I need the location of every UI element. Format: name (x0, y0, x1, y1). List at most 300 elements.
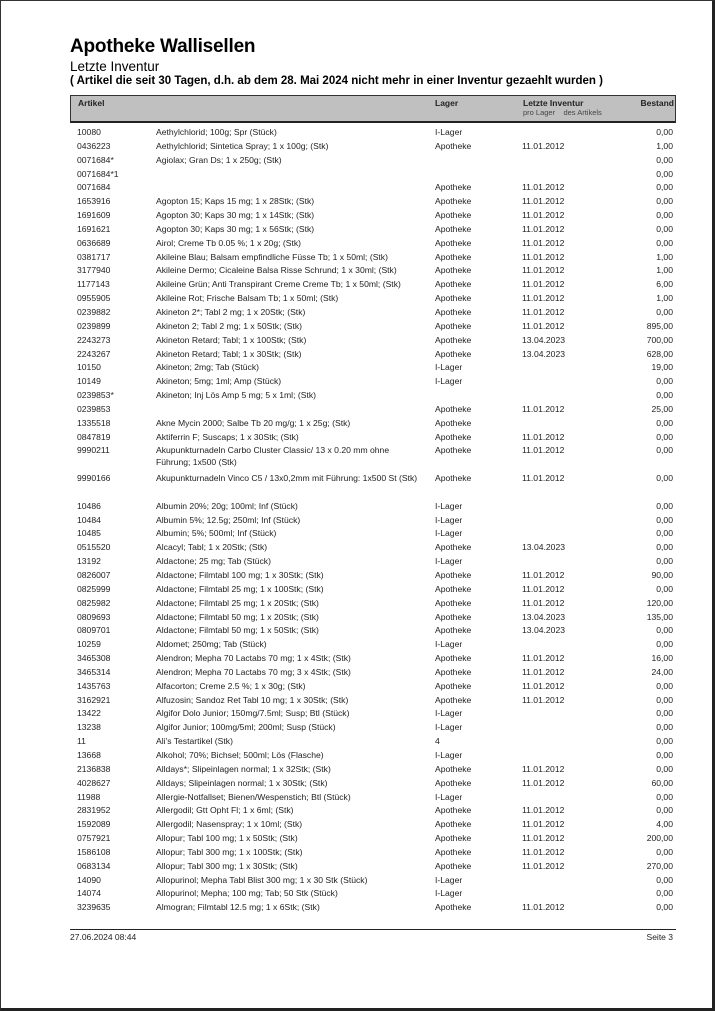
article-code: 3239635 (77, 902, 111, 913)
table-row (77, 555, 677, 569)
article-name: Agiolax; Gran Ds; 1 x 250g; (Stk) (156, 154, 282, 165)
stock-quantity: 0,00 (656, 805, 673, 816)
article-code: 1335518 (77, 417, 111, 428)
stock-quantity: 0,00 (656, 306, 673, 317)
article-name: Allopurinol; Mepha Tabl Blist 300 mg; 1 x 30 Stk (Stück) (156, 874, 368, 885)
table-row (77, 154, 677, 168)
article-code: 11988 (77, 791, 101, 802)
article-code: 0826007 (77, 570, 111, 580)
storage-location: Apotheke (435, 334, 472, 345)
storage-location: Apotheke (435, 763, 472, 774)
last-inventory-date: 11.01.2012 (522, 846, 565, 857)
article-code: 10149 (77, 376, 101, 387)
article-name: Alfuzosin; Sandoz Ret Tabl 10 mg; 1 x 30Stk; (Stk) (156, 694, 349, 705)
stock-quantity: 0,00 (656, 542, 673, 553)
report-title: Apotheke Wallisellen (70, 36, 256, 57)
stock-quantity: 0,00 (656, 514, 673, 525)
article-name: Almogran; Filmtabl 12.5 mg; 1 x 6Stk; (Stk) (156, 902, 320, 913)
article-name: Alfacorton; Creme 2.5 %; 1 x 30g; (Stk) (156, 680, 306, 691)
article-code: 3465308 (77, 653, 111, 664)
last-inventory-date: 11.01.2012 (522, 403, 565, 414)
table-row (77, 791, 677, 805)
article-name: Akileine Blau; Balsam empfindliche Füsse Tb; 1 x 50ml; (Stk) (156, 251, 388, 262)
article-name: Akne Mycin 2000; Salbe Tb 20 mg/g; 1 x 25g; (Stk) (156, 417, 351, 428)
last-inventory-date: 11.01.2012 (522, 306, 565, 317)
last-inventory-date: 11.01.2012 (522, 653, 565, 664)
article-code: 1691609 (77, 210, 111, 221)
article-code: 0757921 (77, 833, 111, 844)
last-inventory-date: 11.01.2012 (522, 445, 565, 456)
article-code: 10080 (77, 127, 101, 137)
last-inventory-date: 11.01.2012 (522, 431, 565, 442)
article-name: Aldactone; Filmtabl 25 mg; 1 x 20Stk; (Stk) (156, 597, 319, 608)
stock-quantity: 0,00 (656, 791, 673, 802)
article-name: Algifor Junior; 100mg/5ml; 200ml; Susp (Stück) (156, 722, 336, 733)
stock-quantity: 0,00 (656, 736, 673, 747)
storage-location: Apotheke (435, 445, 472, 456)
article-code: 0239853* (77, 390, 114, 401)
article-code: 0515520 (77, 542, 111, 553)
table-row (77, 818, 677, 832)
last-inventory-date: 11.01.2012 (522, 223, 565, 234)
column-header-bestand: Bestand (640, 98, 674, 108)
article-name: Aethylchlorid; 100g; Spr (Stück) (156, 127, 277, 137)
table-row (77, 140, 677, 154)
stock-quantity: 0,00 (656, 556, 673, 567)
article-code: 0847819 (77, 431, 111, 442)
stock-quantity: 0,00 (656, 445, 673, 456)
article-code: 1653916 (77, 196, 111, 207)
stock-quantity: 200,00 (646, 833, 673, 844)
storage-location: Apotheke (435, 140, 472, 151)
last-inventory-date: 11.01.2012 (522, 583, 565, 594)
table-row (77, 389, 677, 403)
column-header-lager: Lager (435, 98, 459, 108)
article-name: Alcacyl; Tabl; 1 x 20Stk; (Stk) (156, 542, 268, 553)
table-row (77, 749, 677, 763)
article-code: 1691621 (77, 223, 111, 234)
article-name: Aldomet; 250mg; Tab (Stück) (156, 639, 267, 650)
article-name: Akupunkturnadeln Vinco C5 / 13x0,2mm mit Führung: 1x500 St (Stk) (156, 473, 418, 484)
storage-location: Apotheke (435, 182, 472, 193)
storage-location: I-Lager (435, 722, 463, 733)
last-inventory-date: 11.01.2012 (522, 320, 565, 331)
print-timestamp: 27.06.2024 08:44 (70, 932, 137, 942)
stock-quantity: 0,00 (656, 763, 673, 774)
article-code: 0239899 (77, 320, 111, 331)
stock-quantity: 0,00 (656, 528, 673, 539)
table-row (77, 846, 677, 860)
stock-quantity: 0,00 (656, 500, 673, 511)
table-row (77, 583, 677, 597)
table-row (77, 292, 677, 306)
storage-location: Apotheke (435, 251, 472, 262)
last-inventory-date: 11.01.2012 (522, 210, 565, 221)
article-name: Aktiferrin F; Suscaps; 1 x 30Stk; (Stk) (156, 431, 299, 442)
last-inventory-date: 11.01.2012 (522, 694, 565, 705)
article-name: Allergodil; Nasenspray; 1 x 10ml; (Stk) (156, 819, 303, 830)
article-name: Aldactone; Filmtabl 25 mg; 1 x 100Stk; (Stk) (156, 583, 324, 594)
article-name: Airol; Creme Tb 0.05 %; 1 x 20g; (Stk) (156, 237, 302, 248)
article-code: 0955905 (77, 293, 111, 304)
stock-quantity: 135,00 (646, 611, 673, 622)
stock-quantity: 60,00 (651, 777, 673, 788)
last-inventory-date: 13.04.2023 (522, 334, 566, 345)
last-inventory-date: 11.01.2012 (522, 597, 565, 608)
last-inventory-date: 11.01.2012 (522, 570, 565, 580)
storage-location: I-Lager (435, 528, 463, 539)
storage-location: Apotheke (435, 653, 472, 664)
table-row (77, 444, 677, 472)
table-row (77, 735, 677, 749)
storage-location: I-Lager (435, 888, 463, 899)
storage-location: Apotheke (435, 833, 472, 844)
article-code: 10150 (77, 362, 101, 373)
article-name: Albumin 5%; 12.5g; 250ml; Inf (Stück) (156, 514, 301, 525)
storage-location: Apotheke (435, 819, 472, 830)
article-name: Allergie-Notfallset; Bienen/Wespenstich; Btl (Stück) (156, 791, 351, 802)
table-header (70, 95, 676, 123)
last-inventory-date: 11.01.2012 (522, 251, 565, 262)
last-inventory-date: 11.01.2012 (522, 777, 565, 788)
article-name: Aldactone; 25 mg; Tab (Stück) (156, 556, 271, 567)
storage-location: Apotheke (435, 320, 472, 331)
stock-quantity: 0,00 (656, 583, 673, 594)
table-row (77, 874, 677, 888)
stock-quantity: 0,00 (656, 182, 673, 193)
storage-location: Apotheke (435, 570, 472, 580)
page-number: Seite 3 (646, 932, 673, 942)
article-name: Albumin; 5%; 500ml; Inf (Stück) (156, 528, 277, 539)
stock-quantity: 0,00 (656, 473, 673, 484)
last-inventory-date: 13.04.2023 (522, 611, 566, 622)
article-name: Alldays; Slipeinlagen normal; 1 x 30Stk; (Stk) (156, 777, 328, 788)
table-row (77, 569, 677, 583)
stock-quantity: 0,00 (656, 625, 673, 636)
storage-location: I-Lager (435, 639, 463, 650)
article-code: 0809693 (77, 611, 111, 622)
storage-location: Apotheke (435, 293, 472, 304)
storage-location: I-Lager (435, 874, 463, 885)
article-code: 1435763 (77, 680, 111, 691)
stock-quantity: 120,00 (646, 597, 673, 608)
table-row (77, 375, 677, 389)
article-code: 2831952 (77, 805, 111, 816)
table-row (77, 209, 677, 223)
article-name: Aldactone; Filmtabl 50 mg; 1 x 20Stk; (Stk) (156, 611, 319, 622)
article-code: 3177940 (77, 265, 111, 276)
stock-quantity: 0,00 (656, 210, 673, 221)
storage-location: Apotheke (435, 611, 472, 622)
stock-quantity: 0,00 (656, 874, 673, 885)
storage-location: I-Lager (435, 708, 463, 719)
article-name: Algifor Dolo Junior; 150mg/7.5ml; Susp; Btl (Stück) (156, 708, 350, 719)
article-code: 0683134 (77, 860, 111, 871)
stock-quantity: 24,00 (651, 666, 673, 677)
article-name: Akineton 2; Tabl 2 mg; 1 x 50Stk; (Stk) (156, 320, 303, 331)
table-row (77, 611, 677, 625)
article-code: 2136838 (77, 763, 111, 774)
article-name: Agopton 15; Kaps 15 mg; 1 x 28Stk; (Stk) (156, 196, 315, 207)
report-subtitle: Letzte Inventur (70, 59, 160, 74)
article-code: 0825982 (77, 597, 111, 608)
last-inventory-date: 11.01.2012 (522, 860, 565, 871)
last-inventory-date: 11.01.2012 (522, 805, 565, 816)
table-row (77, 361, 677, 375)
article-name: Akileine Dermo; Cicaleine Balsa Risse Schrund; 1 x 30ml; (Stk) (156, 265, 397, 276)
stock-quantity: 895,00 (646, 320, 673, 331)
last-inventory-date: 11.01.2012 (522, 279, 565, 290)
article-code: 1177143 (77, 279, 110, 290)
article-code: 14090 (77, 874, 101, 885)
article-code: 11 (77, 736, 86, 747)
column-header-artikel: Artikel (78, 98, 105, 108)
article-code: 13422 (77, 708, 101, 719)
last-inventory-date: 11.01.2012 (522, 140, 565, 151)
last-inventory-date: 11.01.2012 (522, 237, 565, 248)
table-row (77, 541, 677, 555)
article-code: 3465314 (77, 666, 111, 677)
stock-quantity: 0,00 (656, 196, 673, 207)
last-inventory-date: 13.04.2023 (522, 348, 566, 359)
stock-quantity: 0,00 (656, 680, 673, 691)
storage-location: Apotheke (435, 583, 472, 594)
table-row (77, 306, 677, 320)
storage-location: Apotheke (435, 542, 472, 553)
article-name: Allopur; Tabl 300 mg; 1 x 100Stk; (Stk) (156, 846, 303, 857)
article-name: Alldays*; Slipeinlagen normal; 1 x 32Stk; (Stk) (156, 763, 331, 774)
table-row (77, 777, 677, 791)
article-code: 1586108 (77, 846, 111, 857)
table-row (77, 181, 677, 195)
stock-quantity: 0,00 (656, 223, 673, 234)
table-row (77, 348, 677, 362)
article-name: Alkohol; 70%; Bichsel; 500ml; Lös (Flasche) (156, 749, 324, 760)
storage-location: Apotheke (435, 279, 472, 290)
last-inventory-date: 11.01.2012 (522, 763, 565, 774)
stock-quantity: 16,00 (651, 653, 673, 664)
article-name: Akineton Retard; Tabl; 1 x 30Stk; (Stk) (156, 348, 302, 359)
storage-location: I-Lager (435, 362, 463, 373)
last-inventory-date: 13.04.2023 (522, 625, 566, 636)
storage-location: Apotheke (435, 680, 472, 691)
stock-quantity: 0,00 (656, 846, 673, 857)
table-body (77, 126, 677, 915)
article-code: 0436223 (77, 140, 111, 151)
stock-quantity: 1,00 (656, 140, 673, 151)
article-name: Akileine Rot; Frische Balsam Tb; 1 x 50ml; (Stk) (156, 293, 339, 304)
stock-quantity: 0,00 (656, 722, 673, 733)
table-row (77, 223, 677, 237)
storage-location: Apotheke (435, 846, 472, 857)
stock-quantity: 25,00 (651, 403, 673, 414)
article-code: 3162921 (77, 694, 111, 705)
last-inventory-date: 11.01.2012 (522, 182, 565, 193)
table-row (77, 638, 677, 652)
stock-quantity: 0,00 (656, 749, 673, 760)
last-inventory-date: 11.01.2012 (522, 666, 565, 677)
table-row (77, 652, 677, 666)
article-name: Agopton 30; Kaps 30 mg; 1 x 14Stk; (Stk) (156, 210, 315, 221)
storage-location: I-Lager (435, 791, 463, 802)
article-name: Alendron; Mepha 70 Lactabs 70 mg; 3 x 4Stk; (Stk) (156, 666, 351, 677)
table-row (77, 527, 677, 541)
table-row (77, 472, 677, 500)
table-row (77, 251, 677, 265)
table-row (77, 417, 677, 431)
stock-quantity: 628,00 (646, 348, 673, 359)
table-row (77, 666, 677, 680)
article-code: 0809701 (77, 625, 111, 636)
table-row (77, 832, 677, 846)
stock-quantity: 0,00 (656, 154, 673, 165)
stock-quantity: 90,00 (651, 570, 673, 580)
storage-location: Apotheke (435, 348, 472, 359)
table-row (77, 237, 677, 251)
table-row (77, 500, 677, 514)
article-code: 9990211 (77, 445, 110, 456)
table-row (77, 707, 677, 721)
article-name: Akineton; 5mg; 1ml; Amp (Stück) (156, 376, 282, 387)
article-name: Allopur; Tabl 300 mg; 1 x 30Stk; (Stk) (156, 860, 298, 871)
article-name: Akineton Retard; Tabl; 1 x 100Stk; (Stk) (156, 334, 307, 345)
article-name: Ali's Testartikel (Stk) (156, 736, 233, 747)
report-note: ( Artikel die seit 30 Tagen, d.h. ab dem 28. Mai 2024 nicht mehr in einer Inventur gezaehlt wurden ) (70, 75, 603, 87)
stock-quantity: 0,00 (656, 390, 673, 401)
storage-location: Apotheke (435, 666, 472, 677)
storage-location: Apotheke (435, 306, 472, 317)
storage-location: Apotheke (435, 223, 472, 234)
storage-location: Apotheke (435, 902, 472, 913)
article-name: Albumin 20%; 20g; 100ml; Inf (Stück) (156, 500, 298, 511)
table-row (77, 901, 677, 915)
table-row (77, 334, 677, 348)
article-code: 0825999 (77, 583, 111, 594)
article-code: 10486 (77, 500, 101, 511)
article-code: 13668 (77, 749, 101, 760)
table-row (77, 887, 677, 901)
article-code: 4028627 (77, 777, 111, 788)
last-inventory-date: 11.01.2012 (522, 293, 565, 304)
stock-quantity: 1,00 (656, 293, 673, 304)
article-code: 10484 (77, 514, 101, 525)
stock-quantity: 0,00 (656, 694, 673, 705)
article-code: 0239882 (77, 306, 111, 317)
last-inventory-date: 11.01.2012 (522, 680, 565, 691)
article-code: 0071684* (77, 154, 114, 165)
table-row (77, 403, 677, 417)
stock-quantity: 19,00 (651, 362, 673, 373)
table-row (77, 860, 677, 874)
last-inventory-date: 11.01.2012 (522, 473, 565, 484)
article-name: Akineton; Inj Lös Amp 5 mg; 5 x 1ml; (Stk) (156, 390, 317, 401)
storage-location: 4 (435, 736, 440, 747)
stock-quantity: 0,00 (656, 902, 673, 913)
article-name: Aethylchlorid; Sintetica Spray; 1 x 100g; (Stk) (156, 140, 329, 151)
article-code: 14074 (77, 888, 101, 899)
article-code: 9990166 (77, 473, 111, 484)
table-row (77, 721, 677, 735)
storage-location: Apotheke (435, 860, 472, 871)
storage-location: Apotheke (435, 597, 472, 608)
table-row (77, 320, 677, 334)
article-name: Agopton 30; Kaps 30 mg; 1 x 56Stk; (Stk) (156, 223, 315, 234)
storage-location: Apotheke (435, 237, 472, 248)
table-row (77, 514, 677, 528)
table-row (77, 694, 677, 708)
storage-location: Apotheke (435, 694, 472, 705)
article-code: 0239853 (77, 403, 111, 414)
stock-quantity: 700,00 (646, 334, 673, 345)
stock-quantity: 1,00 (656, 265, 673, 276)
article-name: Aldactone; Filmtabl 100 mg; 1 x 30Stk; (Stk) (156, 570, 324, 580)
table-row (77, 763, 677, 777)
article-code: 0381717 (77, 251, 111, 262)
storage-location: I-Lager (435, 556, 463, 567)
storage-location: I-Lager (435, 514, 463, 525)
storage-location: Apotheke (435, 417, 472, 428)
storage-location: Apotheke (435, 403, 472, 414)
storage-location: Apotheke (435, 265, 472, 276)
article-code: 13238 (77, 722, 101, 733)
article-code: 10259 (77, 639, 101, 650)
table-row (77, 126, 677, 140)
table-row (77, 804, 677, 818)
last-inventory-date: 11.01.2012 (522, 265, 565, 276)
stock-quantity: 270,00 (646, 860, 673, 871)
article-name: Akileine Grün; Anti Transpirant Creme Creme Tb; 1 x 50ml; (Stk) (156, 279, 401, 290)
article-name: Alendron; Mepha 70 Lactabs 70 mg; 1 x 4Stk; (Stk) (156, 653, 351, 664)
article-name: Akineton; 2mg; Tab (Stück) (156, 362, 260, 373)
footer-divider (70, 929, 676, 930)
last-inventory-date: 11.01.2012 (522, 196, 565, 207)
stock-quantity: 6,00 (656, 279, 673, 290)
article-name: Allopur; Tabl 100 mg; 1 x 50Stk; (Stk) (156, 833, 298, 844)
stock-quantity: 0,00 (656, 639, 673, 650)
article-code: 0636689 (77, 237, 111, 248)
column-header-letzte-inventur: Letzte Inventur (523, 98, 584, 108)
article-name: Allergodil; Gtt Opht Fl; 1 x 6ml; (Stk) (156, 805, 294, 816)
article-name: Akupunkturnadeln Carbo Cluster Classic/ 13 x 0.20 mm ohne Führung; 1x500 (Stk) (156, 445, 390, 468)
storage-location: Apotheke (435, 196, 472, 207)
article-code: 10485 (77, 528, 101, 539)
article-code: 2243267 (77, 348, 111, 359)
table-row (77, 195, 677, 209)
article-name: Akineton 2*; Tabl 2 mg; 1 x 20Stk; (Stk) (156, 306, 306, 317)
table-row (77, 624, 677, 638)
stock-quantity: 1,00 (656, 251, 673, 262)
stock-quantity: 0,00 (656, 888, 673, 899)
table-row (77, 597, 677, 611)
storage-location: I-Lager (435, 376, 463, 387)
stock-quantity: 0,00 (656, 431, 673, 442)
table-row (77, 264, 677, 278)
storage-location: Apotheke (435, 473, 472, 484)
article-code: 0071684 (77, 182, 111, 193)
last-inventory-date: 11.01.2012 (522, 902, 565, 913)
table-row (77, 431, 677, 445)
last-inventory-date: 11.01.2012 (522, 833, 565, 844)
stock-quantity: 0,00 (656, 417, 673, 428)
storage-location: Apotheke (435, 210, 472, 221)
storage-location: Apotheke (435, 805, 472, 816)
article-code: 13192 (77, 556, 101, 567)
table-row (77, 278, 677, 292)
column-subheader-letzte-inventur: pro Lager des Artikels (523, 108, 602, 117)
last-inventory-date: 13.04.2023 (522, 542, 566, 553)
last-inventory-date: 11.01.2012 (522, 819, 565, 830)
storage-location: Apotheke (435, 431, 472, 442)
